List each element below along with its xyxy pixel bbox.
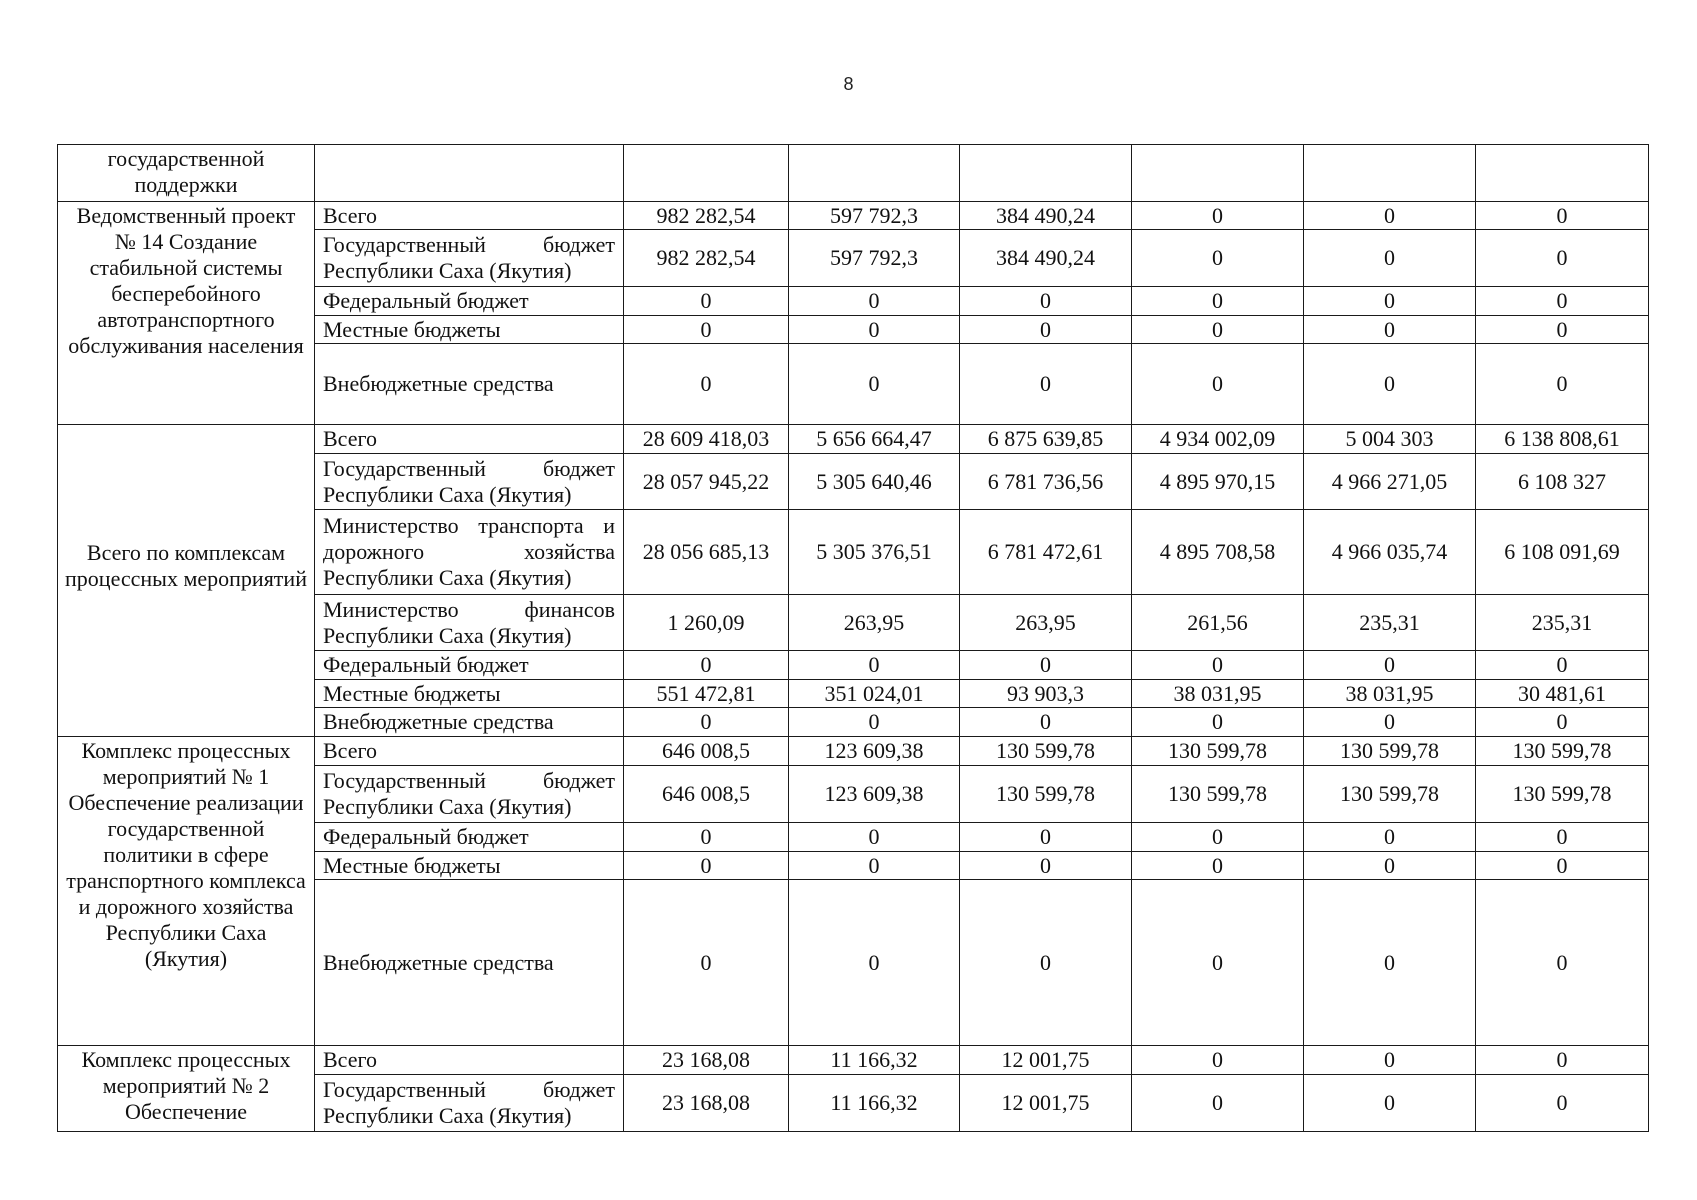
amount-cell: 0: [1132, 202, 1304, 230]
amount-cell: [789, 145, 960, 202]
funding-source-cell: Государственный бюджет Республики Саха (Якутия): [315, 454, 624, 510]
amount-cell: 4 966 035,74: [1304, 510, 1476, 595]
amount-cell: 0: [1132, 287, 1304, 316]
amount-cell: 0: [1476, 852, 1649, 880]
amount-cell: 11 166,32: [789, 1046, 960, 1075]
amount-cell: 0: [960, 880, 1132, 1046]
amount-cell: 0: [960, 852, 1132, 880]
amount-cell: 6 108 327: [1476, 454, 1649, 510]
funding-source-cell: Местные бюджеты: [315, 852, 624, 880]
funding-source-cell: Министерство финансов Республики Саха (Якутия): [315, 595, 624, 651]
amount-cell: 5 305 376,51: [789, 510, 960, 595]
table-row: [58, 737, 1649, 766]
funding-source-cell: Местные бюджеты: [315, 316, 624, 344]
amount-cell: [1132, 145, 1304, 202]
amount-cell: 0: [1304, 344, 1476, 425]
amount-cell: 5 305 640,46: [789, 454, 960, 510]
amount-cell: 0: [1476, 316, 1649, 344]
amount-cell: 12 001,75: [960, 1046, 1132, 1075]
amount-cell: 0: [1476, 1075, 1649, 1132]
amount-cell: 0: [1476, 880, 1649, 1046]
amount-cell: 0: [789, 708, 960, 737]
program-name-cell: Комплекс процессных мероприятий № 1 Обеспечение реализации государственной политики в сфере транспортного комплекса и дорожного хозяйства Республики Саха (Якутия): [58, 737, 315, 1046]
amount-cell: 646 008,5: [624, 766, 789, 823]
amount-cell: 0: [1132, 823, 1304, 852]
amount-cell: 551 472,81: [624, 680, 789, 708]
amount-cell: 130 599,78: [1132, 737, 1304, 766]
amount-cell: 0: [1476, 230, 1649, 287]
amount-cell: 597 792,3: [789, 202, 960, 230]
amount-cell: 0: [960, 708, 1132, 737]
amount-cell: 0: [624, 651, 789, 680]
funding-source-cell: Министерство транспорта и дорожного хозяйства Республики Саха (Якутия): [315, 510, 624, 595]
amount-cell: 0: [624, 316, 789, 344]
program-name-cell: государственной поддержки: [58, 145, 315, 202]
funding-source-cell: Федеральный бюджет: [315, 651, 624, 680]
amount-cell: 235,31: [1476, 595, 1649, 651]
amount-cell: 0: [1476, 1046, 1649, 1075]
amount-cell: 6 138 808,61: [1476, 425, 1649, 454]
amount-cell: 12 001,75: [960, 1075, 1132, 1132]
amount-cell: 0: [1304, 823, 1476, 852]
amount-cell: 0: [1476, 708, 1649, 737]
amount-cell: 130 599,78: [960, 737, 1132, 766]
amount-cell: 0: [1476, 823, 1649, 852]
amount-cell: 28 609 418,03: [624, 425, 789, 454]
funding-source-cell: Федеральный бюджет: [315, 823, 624, 852]
amount-cell: 646 008,5: [624, 737, 789, 766]
amount-cell: [1476, 145, 1649, 202]
amount-cell: 130 599,78: [960, 766, 1132, 823]
amount-cell: 384 490,24: [960, 202, 1132, 230]
budget-table: [57, 144, 1649, 1132]
funding-source-cell: Местные бюджеты: [315, 680, 624, 708]
amount-cell: 23 168,08: [624, 1046, 789, 1075]
amount-cell: 30 481,61: [1476, 680, 1649, 708]
amount-cell: 982 282,54: [624, 202, 789, 230]
amount-cell: 0: [624, 287, 789, 316]
amount-cell: 4 895 708,58: [1132, 510, 1304, 595]
amount-cell: 0: [1304, 852, 1476, 880]
table-row: [58, 145, 1649, 202]
amount-cell: 0: [1304, 202, 1476, 230]
amount-cell: 0: [624, 708, 789, 737]
program-name-cell: Ведомственный проект № 14 Создание стабильной системы бесперебойного автотранспортного обслуживания населения: [58, 202, 315, 425]
amount-cell: 0: [789, 651, 960, 680]
funding-source-cell: Всего: [315, 202, 624, 230]
amount-cell: 0: [1132, 230, 1304, 287]
amount-cell: 0: [1304, 230, 1476, 287]
table-row: [58, 202, 1649, 230]
funding-source-cell: Внебюджетные средства: [315, 708, 624, 737]
amount-cell: 235,31: [1304, 595, 1476, 651]
amount-cell: 0: [960, 823, 1132, 852]
amount-cell: 0: [1132, 880, 1304, 1046]
funding-source-cell: Внебюджетные средства: [315, 344, 624, 425]
amount-cell: 28 056 685,13: [624, 510, 789, 595]
amount-cell: 0: [1132, 708, 1304, 737]
amount-cell: 4 895 970,15: [1132, 454, 1304, 510]
amount-cell: 0: [1132, 651, 1304, 680]
amount-cell: 130 599,78: [1476, 737, 1649, 766]
amount-cell: 263,95: [960, 595, 1132, 651]
amount-cell: 384 490,24: [960, 230, 1132, 287]
amount-cell: [960, 145, 1132, 202]
amount-cell: 5 004 303: [1304, 425, 1476, 454]
amount-cell: 0: [789, 823, 960, 852]
funding-source-cell: Государственный бюджет Республики Саха (Якутия): [315, 1075, 624, 1132]
amount-cell: 0: [960, 651, 1132, 680]
funding-source-cell: Всего: [315, 737, 624, 766]
amount-cell: 0: [1304, 708, 1476, 737]
amount-cell: 0: [1132, 1075, 1304, 1132]
amount-cell: 0: [1476, 287, 1649, 316]
amount-cell: 0: [1476, 344, 1649, 425]
funding-source-cell: Государственный бюджет Республики Саха (Якутия): [315, 230, 624, 287]
funding-source-cell: Всего: [315, 425, 624, 454]
amount-cell: 0: [1304, 651, 1476, 680]
amount-cell: 0: [789, 316, 960, 344]
amount-cell: 0: [624, 344, 789, 425]
funding-source-cell: Государственный бюджет Республики Саха (Якутия): [315, 766, 624, 823]
budget-table-body: [58, 145, 1649, 1132]
table-row: [58, 425, 1649, 454]
amount-cell: 0: [1132, 1046, 1304, 1075]
amount-cell: 0: [1304, 287, 1476, 316]
amount-cell: 4 966 271,05: [1304, 454, 1476, 510]
amount-cell: 0: [960, 316, 1132, 344]
amount-cell: 0: [624, 880, 789, 1046]
amount-cell: 130 599,78: [1132, 766, 1304, 823]
amount-cell: 982 282,54: [624, 230, 789, 287]
amount-cell: 1 260,09: [624, 595, 789, 651]
amount-cell: 0: [1476, 202, 1649, 230]
amount-cell: 23 168,08: [624, 1075, 789, 1132]
amount-cell: 0: [624, 852, 789, 880]
amount-cell: 0: [1132, 316, 1304, 344]
amount-cell: 263,95: [789, 595, 960, 651]
amount-cell: 130 599,78: [1476, 766, 1649, 823]
amount-cell: 0: [789, 344, 960, 425]
amount-cell: 351 024,01: [789, 680, 960, 708]
amount-cell: 0: [1476, 651, 1649, 680]
amount-cell: [1304, 145, 1476, 202]
amount-cell: 261,56: [1132, 595, 1304, 651]
amount-cell: 38 031,95: [1304, 680, 1476, 708]
program-name-cell: Всего по комплексам процессных мероприятий: [58, 425, 315, 737]
amount-cell: 597 792,3: [789, 230, 960, 287]
funding-source-cell: [315, 145, 624, 202]
amount-cell: 0: [624, 823, 789, 852]
amount-cell: 6 108 091,69: [1476, 510, 1649, 595]
amount-cell: [624, 145, 789, 202]
page-number: 8: [843, 74, 854, 94]
amount-cell: 130 599,78: [1304, 737, 1476, 766]
amount-cell: 0: [1304, 880, 1476, 1046]
amount-cell: 130 599,78: [1304, 766, 1476, 823]
amount-cell: 11 166,32: [789, 1075, 960, 1132]
table-row: [58, 1046, 1649, 1075]
amount-cell: 0: [1304, 316, 1476, 344]
amount-cell: 6 781 736,56: [960, 454, 1132, 510]
amount-cell: 0: [960, 344, 1132, 425]
amount-cell: 0: [1132, 344, 1304, 425]
amount-cell: 38 031,95: [1132, 680, 1304, 708]
amount-cell: 123 609,38: [789, 737, 960, 766]
amount-cell: 4 934 002,09: [1132, 425, 1304, 454]
funding-source-cell: Всего: [315, 1046, 624, 1075]
amount-cell: 93 903,3: [960, 680, 1132, 708]
amount-cell: 5 656 664,47: [789, 425, 960, 454]
amount-cell: 0: [789, 287, 960, 316]
amount-cell: 28 057 945,22: [624, 454, 789, 510]
amount-cell: 6 781 472,61: [960, 510, 1132, 595]
amount-cell: 123 609,38: [789, 766, 960, 823]
amount-cell: 0: [1132, 852, 1304, 880]
amount-cell: 0: [789, 852, 960, 880]
amount-cell: 6 875 639,85: [960, 425, 1132, 454]
amount-cell: 0: [1304, 1046, 1476, 1075]
amount-cell: 0: [960, 287, 1132, 316]
funding-source-cell: Внебюджетные средства: [315, 880, 624, 1046]
amount-cell: 0: [1304, 1075, 1476, 1132]
program-name-cell: Комплекс процессных мероприятий № 2 Обеспечение: [58, 1046, 315, 1132]
amount-cell: 0: [789, 880, 960, 1046]
funding-source-cell: Федеральный бюджет: [315, 287, 624, 316]
